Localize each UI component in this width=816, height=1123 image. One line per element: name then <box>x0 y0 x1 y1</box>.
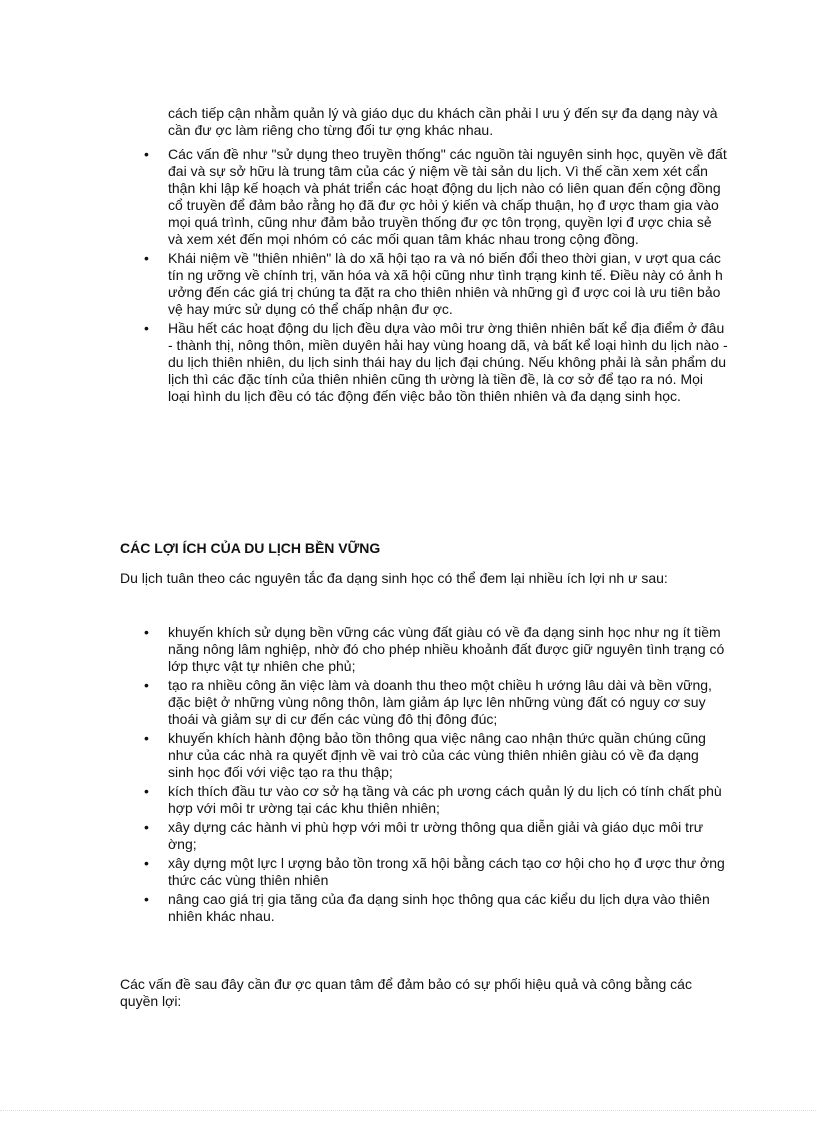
list-item-text: kích thích đầu tư vào cơ sở hạ tầng và các ph ương cách quản lý du lịch có tính chất phù hợp với môi tr ường tại các khu thiên nhiên; <box>168 783 722 816</box>
list-item-text: tạo ra nhiều công ăn việc làm và doanh thu theo một chiều h ướng lâu dài và bền vững, đặc biệt ở những vùng nông thôn, làm giảm áp lực lên những vùng đất có nguy cơ suy thoái và giảm sự di cư đến các vùng đô thị đông đúc; <box>168 677 712 727</box>
list-item <box>144 730 728 781</box>
considerations-list <box>144 146 728 407</box>
list-item-text: Khái niệm về "thiên nhiên" là do xã hội tạo ra và nó biến đổi theo thời gian, v ượt qua các tín ng ưỡng về chính trị, văn hóa và xã hội cũng như tình trạng kinh tế. Điều này có ảnh h ưởng đến các giá trị chúng ta đặt ra cho thiên nhiên và những gì đ ược coi là ưu tiên bảo vệ hay mức sử dụng có thể chấp nhận đư ợc. <box>168 250 723 317</box>
list-item <box>144 819 728 853</box>
bullet-icon: • <box>144 320 149 336</box>
list-item-text: khuyến khích sử dụng bền vững các vùng đất giàu có về đa dạng sinh học như ng ít tiềm năng nông lâm nghiệp, nhờ đó cho phép nhiều khoảnh đất được giữ nguyên tình trạng có lớp thực vật tự nhiên che phủ; <box>168 624 725 674</box>
bullet-icon: • <box>144 250 149 266</box>
list-item <box>144 783 728 817</box>
intro-paragraph: Du lịch tuân theo các nguyên tắc đa dạng sinh học có thể đem lại nhiều ích lợi nh ư sau: <box>120 570 668 586</box>
bullet-icon: • <box>144 891 149 907</box>
bullet-icon: • <box>144 783 149 799</box>
bullet-icon: • <box>144 819 149 835</box>
list-item-text: xây dựng một lực l ượng bảo tồn trong xã hội bằng cách tạo cơ hội cho họ đ ược thư ởng thức các vùng thiên nhiên <box>168 855 725 888</box>
list-item-text: Hầu hết các hoạt động du lịch đều dựa vào môi trư ờng thiên nhiên bất kể địa điểm ở đâu - thành thị, nông thôn, miền duyên hải hay vùng hoang dã, và bất kể loại hình du lịch nào - du lịch thiên nhiên, du lịch sinh thái hay du lịch đại chúng. Nếu không phải là sản phẩm du lịch thì các đặc tính của thiên nhiên cũng th ường là tiền đề, là cơ sở để tạo ra nó. Mọi loại hình du lịch đều có tác động đến việc bảo tồn thiên nhiên và đa dạng sinh học. <box>168 320 728 404</box>
bullet-icon: • <box>144 146 149 162</box>
list-item-text: Các vấn đề như "sử dụng theo truyền thống" các nguồn tài nguyên sinh học, quyền về đất đai và sự sở hữu là trung tâm của các ý niệm về tài sản du lịch. Vì thế cần xem xét cẩn thận khi lập kế hoạch và phát triển các hoạt động du lịch nào có liên quan đến cộng đồng cổ truyền để đảm bảo rằng họ đã đư ợc hỏi ý kiến và chấp thuận, họ đ ược tham gia vào mọi quá trình, cũng như đảm bảo truyền thống đư ợc tôn trọng, quyền lợi đ ược chia sẻ và xem xét đến mọi nhóm có các mối quan tâm khác nhau trong cộng đồng. <box>168 146 727 247</box>
page-bottom-divider <box>0 1110 816 1112</box>
section-heading: CÁC LỢI ÍCH CỦA DU LỊCH BỀN VỮNG <box>120 540 381 556</box>
list-item <box>144 250 728 318</box>
list-item <box>144 891 728 925</box>
list-item <box>144 146 728 248</box>
bullet-icon: • <box>144 624 149 640</box>
benefits-list <box>144 624 728 927</box>
closing-paragraph: Các vấn đề sau đây cần đư ợc quan tâm để đảm bảo có sự phối hiệu quả và công bằng các quyền lợi: <box>120 976 692 1009</box>
list-item <box>144 320 728 405</box>
continuation-paragraph: cách tiếp cận nhằm quản lý và giáo dục du khách cần phải l ưu ý đến sự đa dạng này và cần đư ợc làm riêng cho từng đối tư ợng khác nhau. <box>168 105 718 138</box>
bullet-icon: • <box>144 855 149 871</box>
list-item-text: nâng cao giá trị gia tăng của đa dạng sinh học thông qua các kiểu du lịch dựa vào thiên nhiên khác nhau. <box>168 891 710 924</box>
list-item <box>144 855 728 889</box>
list-item <box>144 624 728 675</box>
list-item <box>144 677 728 728</box>
list-item-text: khuyến khích hành động bảo tồn thông qua việc nâng cao nhận thức quần chúng cũng như của các nhà ra quyết định về vai trò của các vùng thiên nhiên giàu có về đa dạng sinh học đối với việc tạo ra thu thập; <box>168 730 706 780</box>
list-item-text: xây dựng các hành vi phù hợp với môi tr ường thông qua diễn giải và giáo dục môi trư ờng; <box>168 819 704 852</box>
bullet-icon: • <box>144 677 149 693</box>
bullet-icon: • <box>144 730 149 746</box>
